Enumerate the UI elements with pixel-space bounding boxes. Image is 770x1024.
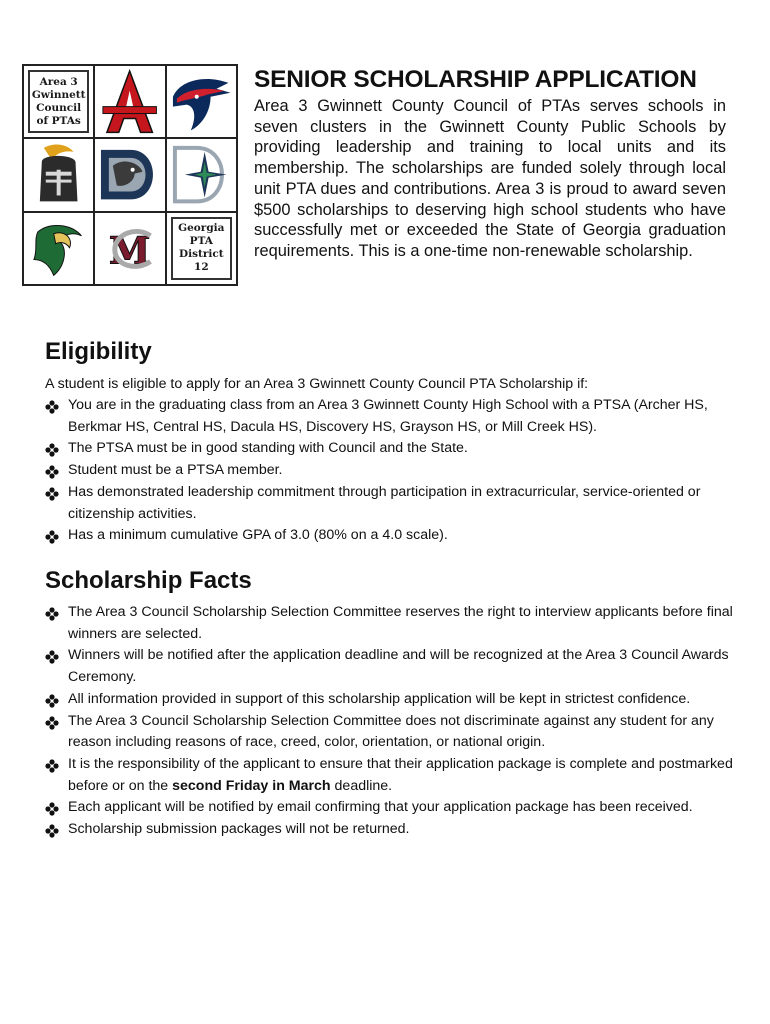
diamond-bullet-icon [45, 530, 59, 544]
page-title: SENIOR SCHOLARSHIP APPLICATION [254, 66, 697, 93]
scholarship-facts-heading: Scholarship Facts [45, 567, 252, 594]
list-item-text: Has a minimum cumulative GPA of 3.0 (80% on a 4.0 scale). [68, 527, 448, 544]
diamond-bullet-icon [45, 802, 59, 816]
diamond-bullet-icon [45, 465, 59, 479]
deadline-text: It is the responsibility of the applicant to ensure that their application package is complete and postmarked before or on the [68, 755, 733, 794]
mc-logo [95, 213, 164, 284]
compass-icon [167, 139, 236, 210]
logo-text-line: 12 [194, 261, 209, 274]
diamond-bullet-icon [45, 759, 59, 773]
knight-logo [24, 139, 93, 210]
list-item [45, 525, 735, 547]
deadline-text-end: deadline. [330, 777, 393, 794]
list-item [45, 645, 735, 688]
logo-text-line: of PTAs [36, 114, 81, 127]
list-item-text: Student must be a PTSA member. [68, 462, 283, 479]
diamond-bullet-icon [45, 607, 59, 621]
eagle-d-logo [95, 139, 164, 210]
eligibility-heading: Eligibility [45, 338, 152, 365]
knight-helmet-icon [24, 139, 93, 210]
archer-a-logo [95, 66, 164, 137]
list-item-text: Each applicant will be notified by email confirming that your application package has been received. [68, 799, 693, 816]
logo-text-line: Area 3 [39, 75, 78, 88]
diamond-bullet-icon [45, 487, 59, 501]
list-item-text: Scholarship submission packages will not be returned. [68, 821, 410, 838]
list-item [45, 395, 735, 438]
list-item-text: All information provided in support of this scholarship application will be kept in strictest confidence. [68, 690, 691, 707]
list-item [45, 689, 735, 711]
diamond-bullet-icon [45, 824, 59, 838]
list-item [45, 819, 735, 841]
list-item [45, 482, 735, 525]
patriot-head-icon [167, 66, 236, 137]
logo-text-line: Gwinnett Council [31, 88, 86, 114]
compass-d-logo [167, 139, 236, 210]
list-item-text: Winners will be notified after the application deadline and will be recognized at the Area 3 Council Awards Ceremony. [68, 647, 729, 686]
diamond-bullet-icon [45, 716, 59, 730]
ram-logo [24, 213, 93, 284]
deadline-date: second Friday in March [172, 777, 331, 794]
list-item [45, 460, 735, 482]
list-item-text: The PTSA must be in good standing with Council and the State. [68, 440, 468, 457]
list-item-text: The Area 3 Council Scholarship Selection Committee does not discriminate against any student for any reason including reasons of race, creed, color, orientation, or national origin. [68, 712, 714, 751]
svg-text:M: M [109, 228, 151, 273]
diamond-bullet-icon [45, 694, 59, 708]
intro-paragraph: Area 3 Gwinnett County Council of PTAs serves schools in seven clusters in the Gwinnett County Public Schools by providing leadership and training to local units and its membership. The scholarships are funded solely through local unit PTA dues and contributions. Area 3 is proud to award seven $500 scholarships to deserving high school students who have successfully met or exceeded the State of Georgia graduation requirements. This is a one-time non-renewable scholarship. [254, 97, 726, 260]
list-item [45, 711, 735, 754]
patriot-logo [167, 66, 236, 137]
area3-council-logo [24, 66, 93, 137]
diamond-bullet-icon [45, 443, 59, 457]
eligibility-lead: A student is eligible to apply for an Area 3 Gwinnett County Council PTA Scholarship if: [45, 376, 589, 392]
school-logo-grid [22, 64, 238, 286]
list-item-text: Has demonstrated leadership commitment through participation in extracurricular, service-oriented or citizenship activities. [68, 483, 701, 522]
list-item [45, 754, 735, 797]
diamond-bullet-icon [45, 400, 59, 414]
list-item-text: You are in the graduating class from an Area 3 Gwinnett County High School with a PTSA (Archer HS, Berkmar HS, Central HS, Dacula HS, Discovery HS, Grayson HS, or Mill Creek HS). [68, 397, 708, 435]
georgia-pta-district-logo [167, 213, 236, 284]
scholarship-facts-list [45, 602, 735, 841]
list-item [45, 797, 735, 819]
ram-head-icon [24, 213, 93, 284]
mc-monogram-icon [95, 213, 164, 284]
list-item [45, 438, 735, 460]
eligibility-list [45, 395, 735, 547]
logo-text-line: Georgia PTA [178, 222, 225, 248]
diamond-bullet-icon [45, 650, 59, 664]
list-item [45, 602, 735, 645]
list-item-text: The Area 3 Council Scholarship Selection Committee reserves the right to interview applicants before final winners are selected. [68, 604, 733, 642]
letter-a-icon [95, 66, 164, 137]
logo-text-line: District [179, 248, 224, 261]
eagle-d-icon [95, 139, 164, 210]
